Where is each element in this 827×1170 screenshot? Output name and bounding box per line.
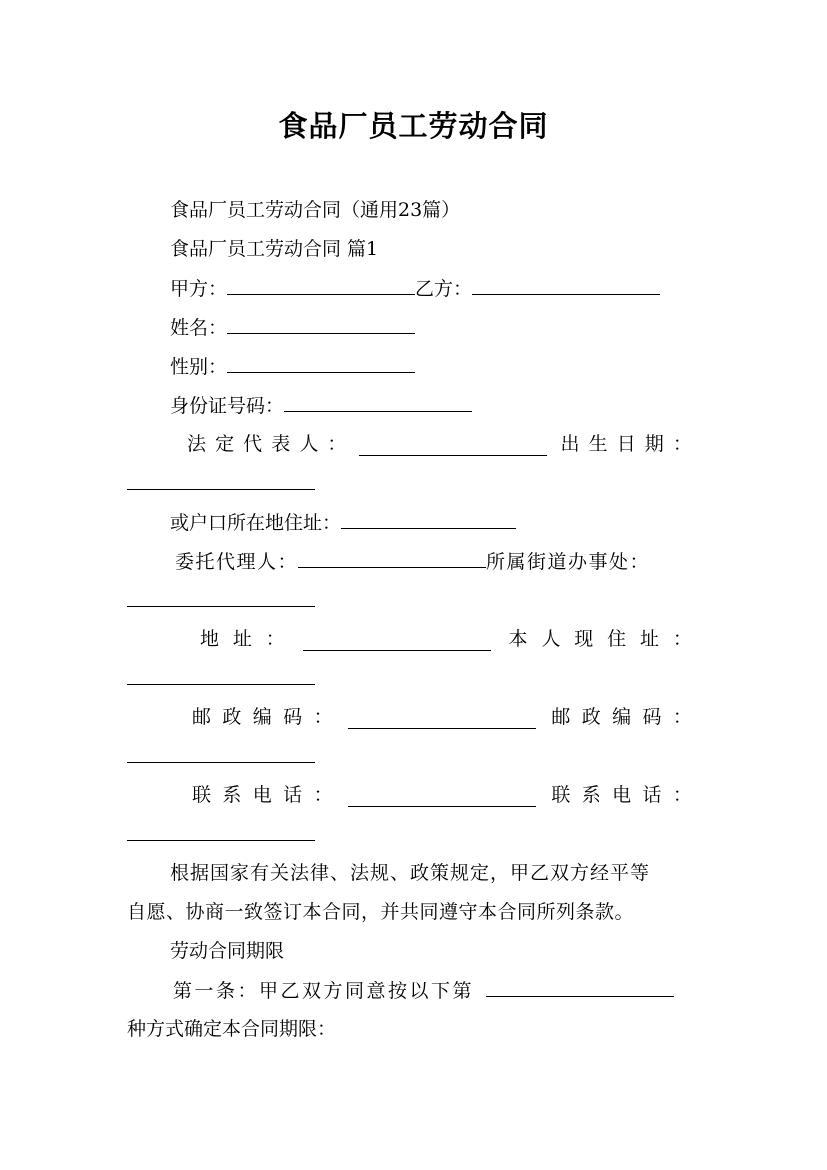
postcode-a-char: ： [313,706,333,728]
phone-a-char: 系 [222,784,242,806]
postcode-b-char: ： [672,706,692,728]
residence-blank[interactable] [341,510,516,529]
birth-char: ： [672,433,692,455]
legal-rep-blank[interactable] [359,437,547,456]
legal-rep-char: 代 [243,433,263,455]
phone-b-char: 话 [642,784,662,806]
article-line [173,978,674,1003]
current-address-blank[interactable] [127,666,315,685]
postcode-b-blank[interactable] [127,744,315,763]
name-line [170,315,415,340]
legal-rep-line [187,432,692,456]
office-label: 所属街道办事处： [486,551,651,573]
address-char: 址 [232,628,252,650]
phone-a-char: 话 [283,784,303,806]
agent-blank[interactable] [298,549,486,568]
id-label: 身份证号码： [170,395,285,417]
agent-label: 委托代理人： [175,551,299,573]
birth-date-blank[interactable] [127,471,315,490]
article1-blank[interactable] [486,978,674,997]
legal-rep-char: 定 [215,433,235,455]
id-blank[interactable] [284,393,472,412]
phone-b-blank[interactable] [127,822,315,841]
birth-char: 出 [560,433,580,455]
name-label: 姓名： [170,317,228,339]
term-heading: 劳动合同期限 [170,940,285,962]
gender-line [170,354,415,379]
agent-line [175,549,650,574]
phone-line [192,783,692,807]
address-char: ： [265,628,285,650]
legal-rep-char: 法 [187,433,207,455]
party-b-label: 乙方： [415,278,473,300]
name-blank[interactable] [227,315,415,334]
current-address-char: ： [672,628,692,650]
phone-b-char: 电 [612,784,632,806]
phone-a-char: 联 [192,784,212,806]
postcode-a-char: 政 [222,706,242,728]
article1-text: 第一条：甲乙双方同意按以下第 [173,980,475,1002]
postcode-b-char: 码 [642,706,662,728]
phone-b-blank-line [127,822,315,847]
subtitle-line: 食品厂员工劳动合同（通用23篇） [170,199,461,221]
legal-rep-char: 表 [271,433,291,455]
postcode-b-char: 编 [612,706,632,728]
address-char: 地 [200,628,220,650]
section-heading: 食品厂员工劳动合同 篇1 [170,238,379,260]
postcode-a-char: 编 [252,706,272,728]
gender-blank[interactable] [227,354,415,373]
phone-a-char: 电 [252,784,272,806]
postcode-a-blank[interactable] [348,710,536,729]
current-address-blank-line [127,666,315,691]
birth-date-blank-line [127,471,315,496]
party-b-blank[interactable] [472,276,660,295]
phone-a-blank[interactable] [348,788,536,807]
phone-a-char: ： [313,784,333,806]
current-address-char: 人 [541,628,561,650]
current-address-char: 住 [607,628,627,650]
postcode-line [192,705,692,729]
postcode-b-char: 邮 [551,706,571,728]
residence-label: 或户口所在地住址： [170,512,342,534]
office-blank[interactable] [127,588,315,607]
address-blank[interactable] [303,632,491,651]
office-blank-line [127,588,315,613]
phone-b-char: 联 [551,784,571,806]
current-address-char: 址 [639,628,659,650]
phone-b-char: ： [672,784,692,806]
postcode-a-char: 邮 [192,706,212,728]
legal-rep-char: 人 [299,433,319,455]
birth-char: 生 [588,433,608,455]
paragraph-line: 自愿、协商一致签订本合同，并共同遵守本合同所列条款。 [127,901,635,923]
phone-b-char: 系 [581,784,601,806]
birth-char: 日 [616,433,636,455]
article-line: 种方式确定本合同期限： [127,1018,337,1040]
legal-rep-char: ： [327,433,347,455]
gender-label: 性别： [170,356,228,378]
party-line [170,276,660,301]
party-a-blank[interactable] [227,276,415,295]
birth-char: 期 [644,433,664,455]
current-address-char: 本 [508,628,528,650]
current-address-char: 现 [574,628,594,650]
document-title: 食品厂员工劳动合同 [278,109,549,143]
paragraph-line: 根据国家有关法律、法规、政策规定，甲乙双方经平等 [170,862,651,884]
party-a-label: 甲方： [170,278,228,300]
id-line [170,393,472,418]
postcode-a-char: 码 [283,706,303,728]
postcode-b-blank-line [127,744,315,769]
postcode-b-char: 政 [581,706,601,728]
residence-line [170,510,516,535]
address-line [200,627,692,651]
